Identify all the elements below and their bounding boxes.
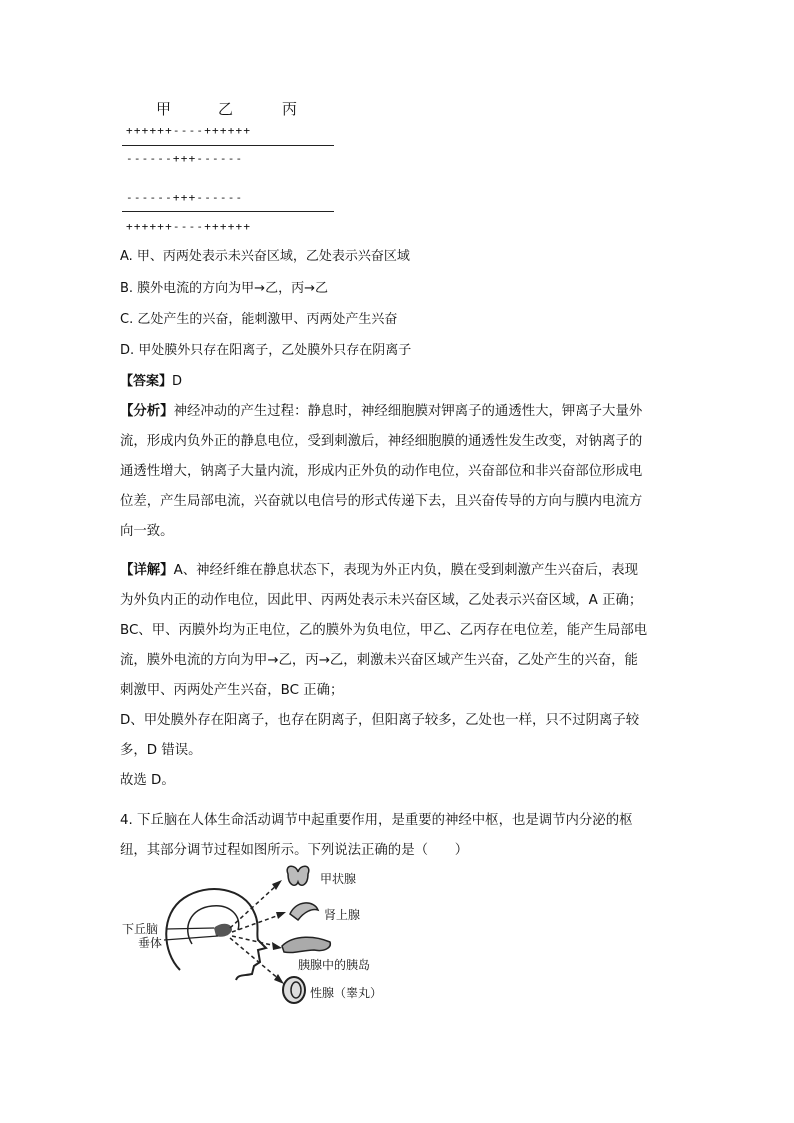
option-b: B. 膜外电流的方向为甲→乙，丙→乙 bbox=[120, 281, 328, 296]
label-pituitary: 垂体 bbox=[138, 936, 163, 950]
detail-line: D、甲处膜外存在阳离子，也存在阴离子，但阳离子较多，乙处也一样，只不过阴离子较 bbox=[120, 713, 640, 728]
membrane-line-bottom bbox=[122, 211, 334, 212]
answer-value: D bbox=[172, 374, 183, 389]
option-a: A. 甲、丙两处表示未兴奋区域，乙处表示兴奋区域 bbox=[120, 249, 410, 264]
question-4-line: 纽，其部分调节过程如图所示。下列说法正确的是（ ） bbox=[120, 843, 469, 858]
detail-section bbox=[120, 556, 680, 796]
question-4 bbox=[120, 806, 680, 866]
outer-charge-row-top: ++++++----++++++ bbox=[126, 124, 252, 137]
detail-tag: 【详解】 bbox=[120, 563, 174, 578]
answer-tag: 【答案】 bbox=[120, 374, 173, 389]
label-pancreatic-islets: 胰腺中的胰岛 bbox=[298, 958, 371, 972]
detail-line: A、神经纤维在静息状态下，表现为外正内负，膜在受到刺激产生兴奋后，表现 bbox=[173, 563, 639, 578]
analysis-section bbox=[120, 397, 680, 547]
label-adrenal: 肾上腺 bbox=[324, 908, 361, 922]
arrowhead-adrenal bbox=[276, 912, 286, 919]
analysis-line: 通透性增大，钠离子大量内流，形成内正外负的动作电位，兴奋部位和非兴奋部位形成电 bbox=[120, 464, 643, 479]
detail-line: 故选 D。 bbox=[120, 773, 175, 788]
pancreas-icon bbox=[282, 937, 330, 952]
membrane-line-top bbox=[122, 145, 334, 146]
hypothalamus-leader bbox=[166, 928, 214, 929]
label-hypothalamus: 下丘脑 bbox=[122, 922, 159, 936]
adrenal-icon bbox=[290, 903, 318, 920]
analysis-line: 流，形成内负外正的静息电位，受到刺激后，神经细胞膜的通透性发生改变，对钠离子的 bbox=[120, 434, 643, 449]
hypothalamus-figure bbox=[118, 862, 418, 1012]
answer-line bbox=[120, 372, 182, 392]
label-thyroid: 甲状腺 bbox=[320, 872, 357, 886]
detail-line: 刺激甲、丙两处产生兴奋，BC 正确； bbox=[120, 683, 344, 698]
outer-charge-row-bottom: ++++++----++++++ bbox=[126, 220, 252, 233]
analysis-tag: 【分析】 bbox=[120, 404, 174, 419]
label-yi: 乙 bbox=[218, 100, 234, 118]
label-gonad: 性腺（睾丸） bbox=[310, 986, 383, 1000]
detail-line: 流，膜外电流的方向为甲→乙，丙→乙，刺激未兴奋区域产生兴奋，乙处产生的兴奋，能 bbox=[120, 653, 638, 668]
thyroid-icon bbox=[287, 866, 309, 885]
question-4-line: 4. 下丘脑在人体生命活动调节中起重要作用，是重要的神经中枢，也是调节内分泌的枢 bbox=[120, 813, 633, 828]
arrow-to-thyroid bbox=[230, 884, 278, 928]
detail-line: BC、甲、丙膜外均为正电位，乙的膜外为负电位，甲乙、乙丙存在电位差，能产生局部电 bbox=[120, 623, 648, 638]
label-jia: 甲 bbox=[156, 100, 172, 118]
detail-line: 为外负内正的动作电位，因此甲、丙两处表示未兴奋区域，乙处表示兴奋区域，A 正确； bbox=[120, 593, 643, 608]
analysis-line: 神经冲动的产生过程：静息时，神经细胞膜对钾离子的通透性大，钾离子大量外 bbox=[173, 404, 643, 419]
arrowhead-pancreas bbox=[272, 942, 282, 950]
pituitary-leader bbox=[164, 936, 218, 940]
analysis-line: 位差，产生局部电流，兴奋就以电信号的形式传递下去，且兴奋传导的方向与膜内电流方 bbox=[120, 494, 643, 509]
detail-line: 多，D 错误。 bbox=[120, 743, 202, 758]
membrane-potential-figure bbox=[118, 96, 348, 236]
inner-charge-row-bottom: ------+++------ bbox=[126, 191, 244, 204]
pituitary-shape bbox=[214, 924, 232, 937]
inner-charge-row-top: ------+++------ bbox=[126, 152, 244, 165]
option-d: D. 甲处膜外只存在阳离子，乙处膜外只存在阴离子 bbox=[120, 343, 412, 358]
analysis-line: 向一致。 bbox=[120, 524, 174, 539]
label-bing: 丙 bbox=[282, 100, 298, 118]
option-c: C. 乙处产生的兴奋，能刺激甲、丙两处产生兴奋 bbox=[120, 312, 398, 327]
